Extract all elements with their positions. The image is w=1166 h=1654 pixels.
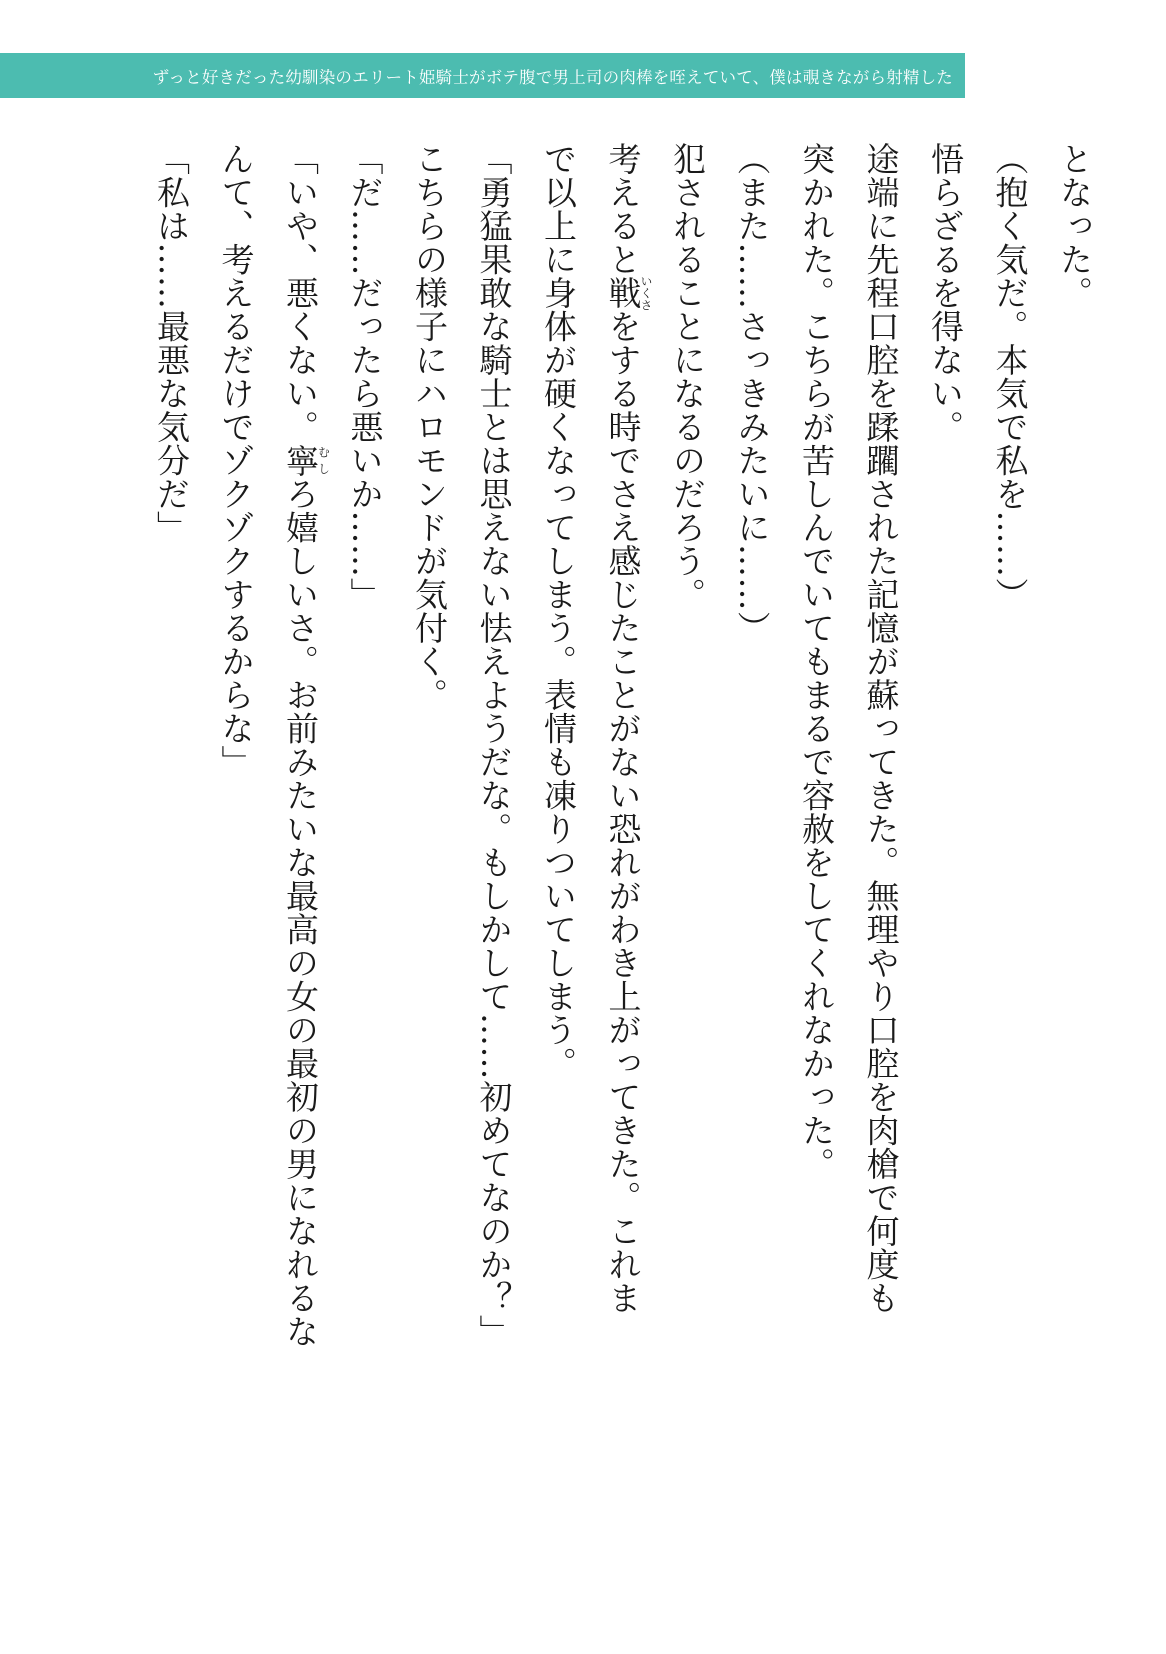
ruby-word (603, 274, 653, 311)
ruby-base: 戦 (603, 274, 643, 311)
text-line: 犯されることになるのだろう。 (668, 142, 707, 611)
vertical-text-body (106, 142, 1106, 1622)
text-segment: をする時でさえ感じたことがない恐れがわき上がってきた。これま (603, 309, 643, 1315)
text-line (590, 142, 655, 1622)
ruby-reading: むし (316, 443, 331, 477)
ruby-word (281, 443, 331, 478)
text-segment: 考えると (603, 142, 643, 276)
text-line: こちらの様子にハロモンドが気付く。 (410, 142, 449, 712)
text-line: （抱く気だ。本気で私を……） (990, 142, 1030, 611)
text-line: 「だ……だったら悪いか……」 (345, 142, 385, 611)
text-segment: 「いや、悪くない。 (281, 142, 320, 444)
text-line: （また……さっきみたいに……） (732, 142, 772, 645)
ruby-reading: いくさ (639, 274, 653, 311)
text-line: 途端に先程口腔を蹂躙された記憶が蘇ってきた。無理やり口腔を肉槍で何度も (861, 142, 901, 1315)
text-line: 悟らざるを得ない。 (926, 142, 965, 444)
text-line: んて、考えるだけでゾクゾクするからな」 (216, 142, 256, 779)
text-line: となった。 (1055, 142, 1094, 310)
text-line: 「私は……最悪な気分だ」 (152, 142, 191, 544)
text-segment: ろ嬉しいさ。お前みたいな最高の女の最初の男になれるな (281, 477, 320, 1348)
header-band (0, 53, 965, 98)
ruby-base: 寧 (281, 443, 320, 477)
text-line: 「勇猛果敢な騎士とは思えない怯えようだな。もしかして……初めてなのか？」 (474, 142, 514, 1348)
running-title: ずっと好きだった幼馴染のエリート姫騎士がボテ腹で男上司の肉棒を咥えていて、僕は覗きながら射精した (152, 68, 953, 87)
text-line: 突かれた。こちらが苦しんでいてもまるで容赦をしてくれなかった。 (797, 142, 836, 1181)
text-line (268, 142, 333, 1622)
text-line: で以上に身体が硬くなってしまう。表情も凍りついてしまう。 (539, 142, 578, 1080)
